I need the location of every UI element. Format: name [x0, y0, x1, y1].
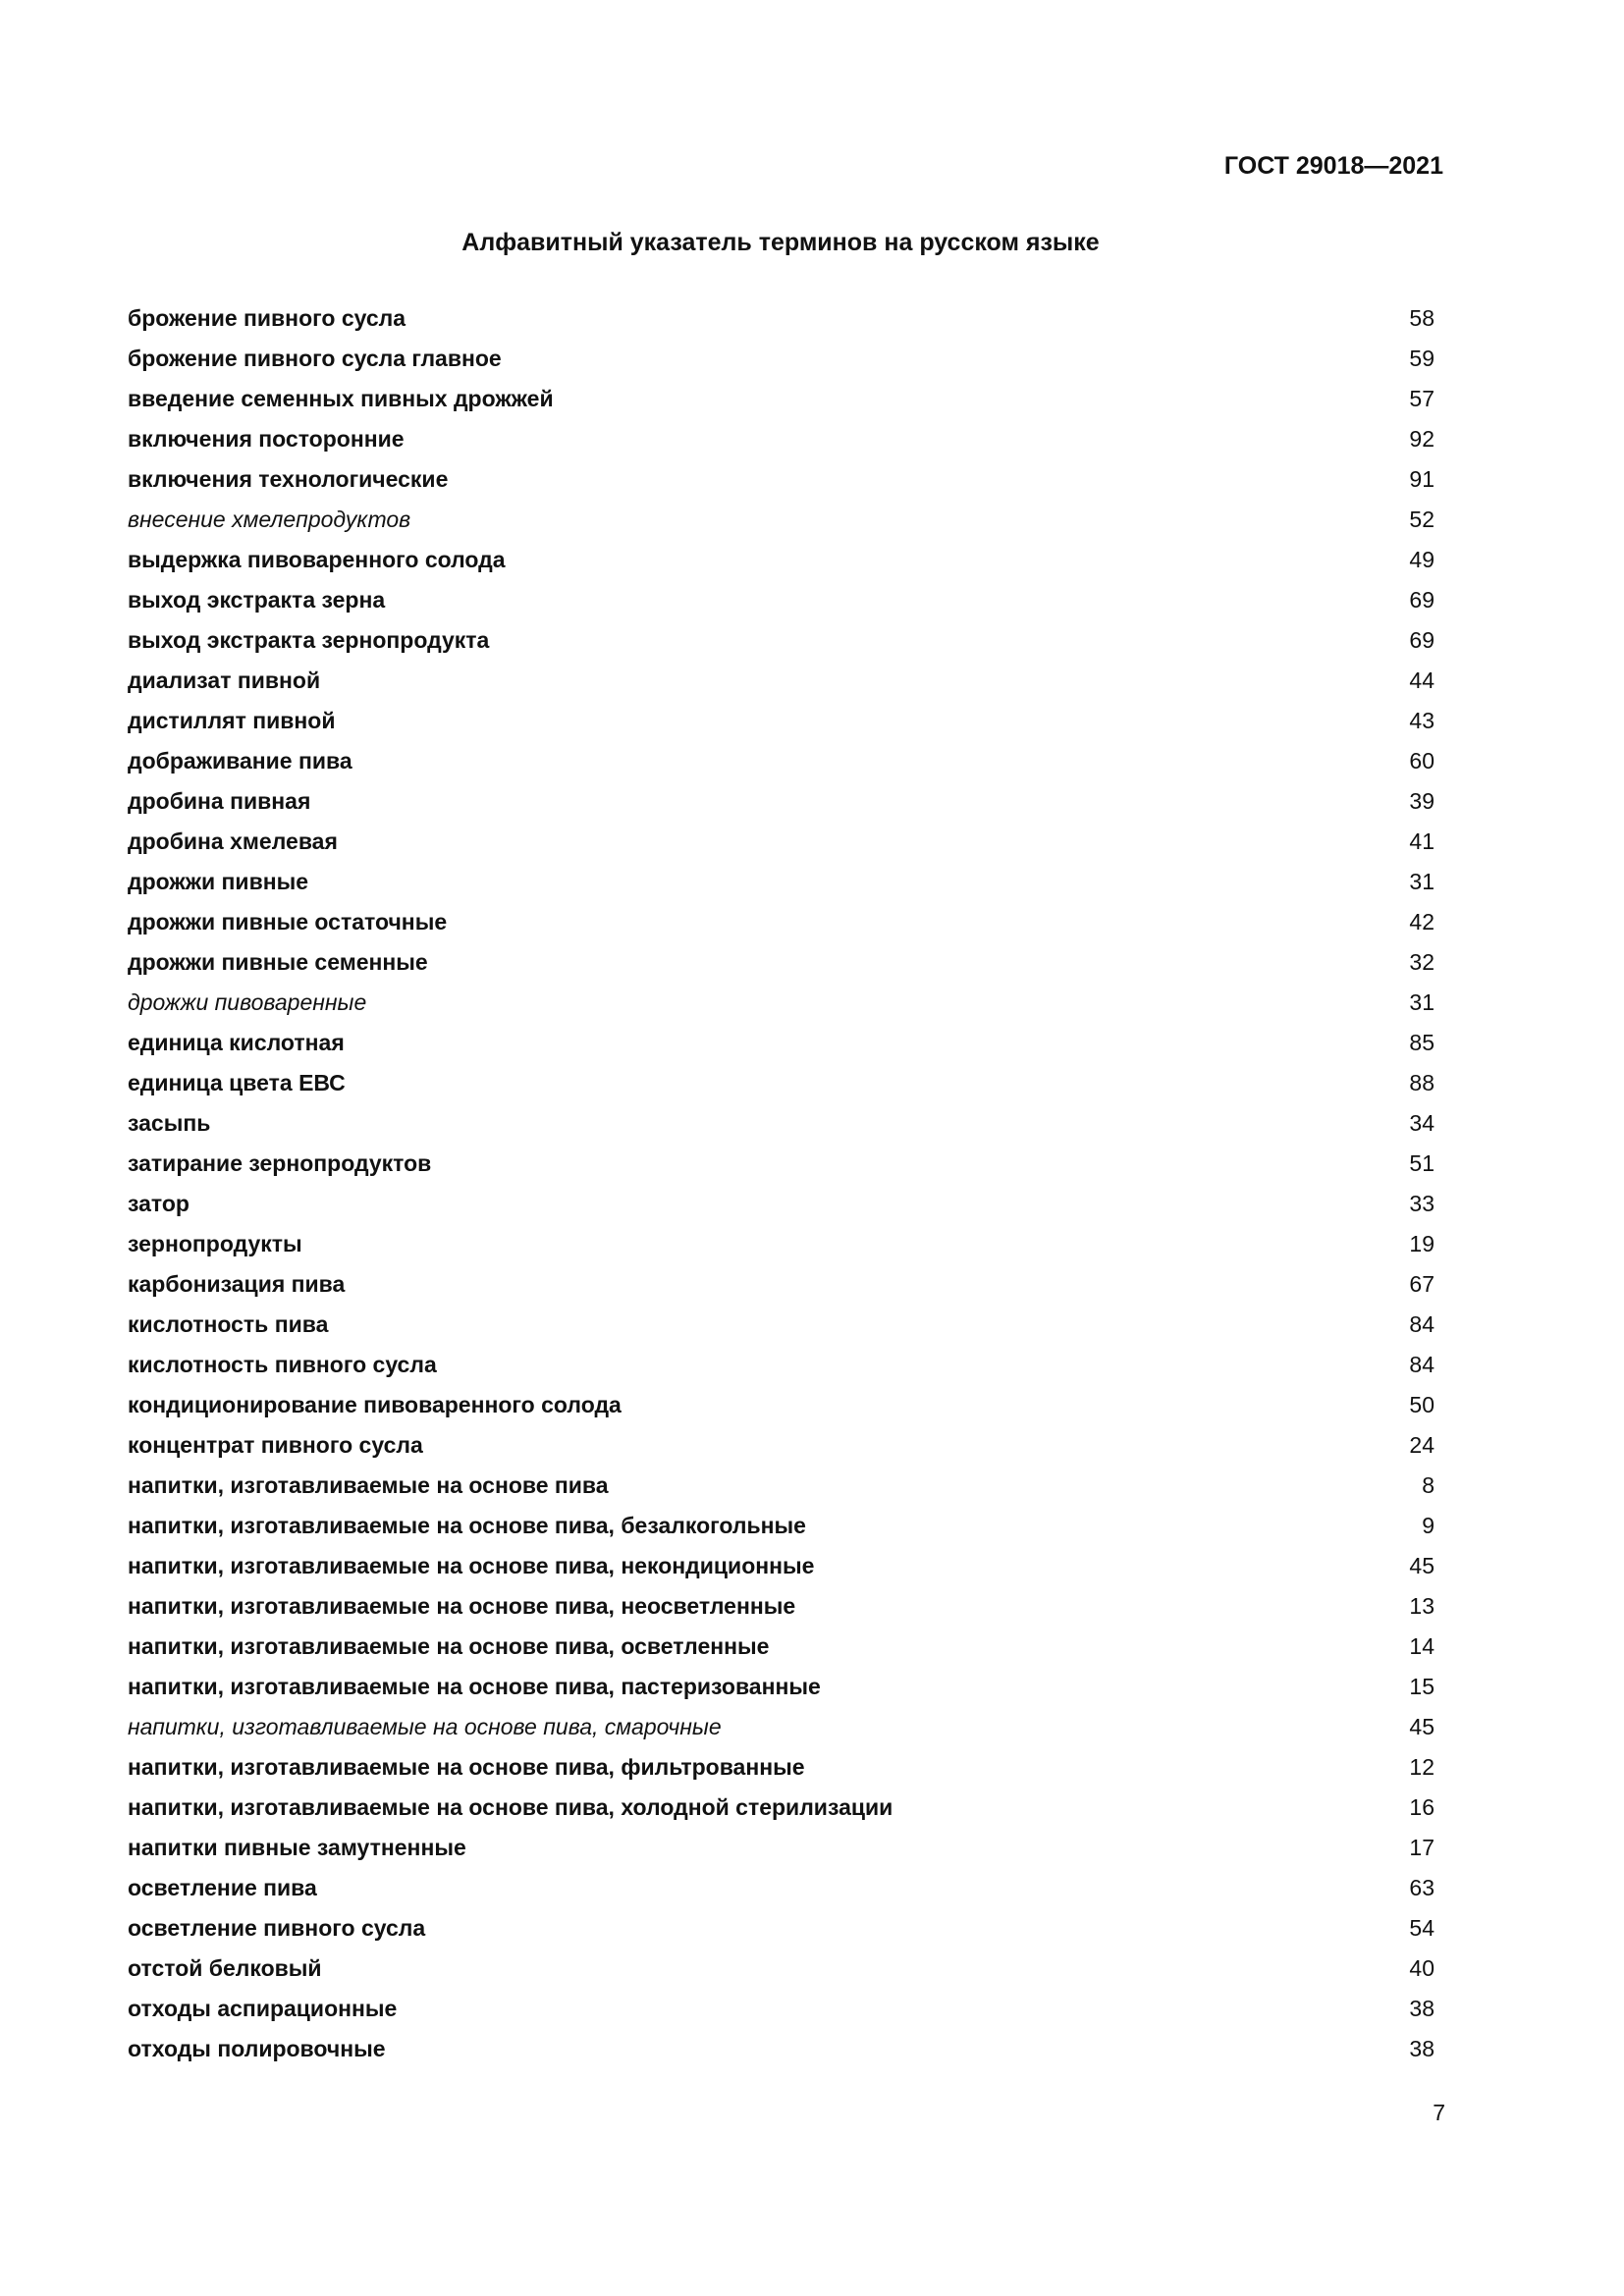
index-title: Алфавитный указатель терминов на русском языке	[461, 229, 1100, 256]
index-entry	[128, 1425, 1435, 1466]
index-entry	[128, 1868, 1435, 1908]
index-entry	[128, 1224, 1435, 1264]
index-term: напитки, изготавливаемые на основе пива, осветленные	[128, 1633, 770, 1659]
index-term: брожение пивного сусла	[128, 305, 406, 331]
index-term-number: 40	[1409, 1955, 1435, 1981]
index-term: напитки, изготавливаемые на основе пива	[128, 1472, 609, 1498]
index-term-number: 19	[1409, 1231, 1435, 1256]
index-term-number: 67	[1409, 1271, 1435, 1297]
index-term: включения посторонние	[128, 426, 405, 452]
index-entry	[128, 1989, 1435, 2029]
index-term: затирание зернопродуктов	[128, 1150, 432, 1176]
index-term-number: 85	[1409, 1030, 1435, 1055]
index-term-number: 84	[1409, 1352, 1435, 1377]
index-term: отстой белковый	[128, 1955, 322, 1981]
index-term-number: 38	[1409, 1996, 1435, 2021]
index-term-number: 33	[1409, 1191, 1435, 1216]
index-term: концентрат пивного сусла	[128, 1432, 423, 1458]
index-entry	[128, 902, 1435, 942]
index-entry	[128, 781, 1435, 822]
index-entry	[128, 298, 1435, 339]
index-term-number: 50	[1409, 1392, 1435, 1417]
index-entry	[128, 1828, 1435, 1868]
index-term: дробина хмелевая	[128, 828, 338, 854]
index-term-number: 17	[1409, 1835, 1435, 1860]
index-term-number: 14	[1409, 1633, 1435, 1659]
index-entry	[128, 1908, 1435, 1949]
index-entry	[128, 1949, 1435, 1989]
index-term: отходы полировочные	[128, 2036, 386, 2061]
index-term: брожение пивного сусла главное	[128, 346, 502, 371]
index-term-number: 88	[1409, 1070, 1435, 1095]
index-term-number: 45	[1409, 1553, 1435, 1578]
index-term-number: 41	[1409, 828, 1435, 854]
index-entry	[128, 419, 1435, 459]
index-term-number: 54	[1409, 1915, 1435, 1941]
index-entry	[128, 1747, 1435, 1788]
index-term: напитки пивные замутненные	[128, 1835, 466, 1860]
index-term: выдержка пивоваренного солода	[128, 547, 506, 572]
index-term-number: 52	[1409, 507, 1435, 532]
index-entry	[128, 1627, 1435, 1667]
index-term: напитки, изготавливаемые на основе пива, безалкогольные	[128, 1513, 806, 1538]
index-term: внесение хмелепродуктов	[128, 507, 411, 532]
index-entry	[128, 862, 1435, 902]
index-term: засыпь	[128, 1110, 211, 1136]
index-term-number: 13	[1409, 1593, 1435, 1619]
index-entry	[128, 580, 1435, 620]
index-term: выход экстракта зерна	[128, 587, 386, 613]
index-term-number: 69	[1409, 587, 1435, 613]
index-term: включения технологические	[128, 466, 449, 492]
index-entry	[128, 942, 1435, 983]
index-term: напитки, изготавливаемые на основе пива, неосветленные	[128, 1593, 796, 1619]
index-entry	[128, 661, 1435, 701]
index-term-number: 31	[1409, 869, 1435, 894]
index-term: дробина пивная	[128, 788, 311, 814]
index-entry	[128, 1707, 1435, 1747]
index-entry	[128, 1586, 1435, 1627]
index-term: дрожжи пивоваренные	[128, 989, 367, 1015]
index-term: дрожжи пивные семенные	[128, 949, 428, 975]
index-term-number: 15	[1409, 1674, 1435, 1699]
index-entry	[128, 1103, 1435, 1144]
index-term-number: 59	[1409, 346, 1435, 371]
index-entry	[128, 822, 1435, 862]
index-term-number: 63	[1409, 1875, 1435, 1900]
index-entry	[128, 1264, 1435, 1305]
index-term-number: 42	[1409, 909, 1435, 934]
index-term: дистиллят пивной	[128, 708, 336, 733]
index-entry	[128, 1788, 1435, 1828]
index-term: дображивание пива	[128, 748, 352, 774]
index-term: затор	[128, 1191, 189, 1216]
index-term: кондиционирование пивоваренного солода	[128, 1392, 622, 1417]
index-entry	[128, 741, 1435, 781]
index-term: напитки, изготавливаемые на основе пива, некондиционные	[128, 1553, 815, 1578]
index-term-number: 8	[1422, 1472, 1435, 1498]
index-term-number: 44	[1409, 667, 1435, 693]
index-term: дрожжи пивные	[128, 869, 309, 894]
term-index-list	[128, 298, 1435, 2069]
index-entry	[128, 1305, 1435, 1345]
index-term: единица кислотная	[128, 1030, 345, 1055]
index-entry	[128, 339, 1435, 379]
index-term-number: 92	[1409, 426, 1435, 452]
index-term-number: 34	[1409, 1110, 1435, 1136]
index-entry	[128, 1023, 1435, 1063]
index-term: кислотность пивного сусла	[128, 1352, 437, 1377]
index-term-number: 60	[1409, 748, 1435, 774]
index-term-number: 38	[1409, 2036, 1435, 2061]
index-entry	[128, 459, 1435, 500]
index-term-number: 31	[1409, 989, 1435, 1015]
index-entry	[128, 379, 1435, 419]
index-entry	[128, 1466, 1435, 1506]
index-entry	[128, 983, 1435, 1023]
index-term-number: 57	[1409, 386, 1435, 411]
index-term: напитки, изготавливаемые на основе пива, холодной стерилизации	[128, 1794, 893, 1820]
index-term-number: 69	[1409, 627, 1435, 653]
index-term: кислотность пива	[128, 1311, 329, 1337]
index-term: напитки, изготавливаемые на основе пива, фильтрованные	[128, 1754, 805, 1780]
index-term: зернопродукты	[128, 1231, 302, 1256]
index-entry	[128, 620, 1435, 661]
index-entry	[128, 1345, 1435, 1385]
index-entry	[128, 1385, 1435, 1425]
index-term-number: 39	[1409, 788, 1435, 814]
index-term: диализат пивной	[128, 667, 321, 693]
index-entry	[128, 500, 1435, 540]
index-term: напитки, изготавливаемые на основе пива, пастеризованные	[128, 1674, 821, 1699]
index-term: единица цвета ЕВС	[128, 1070, 346, 1095]
index-term: выход экстракта зернопродукта	[128, 627, 490, 653]
index-term-number: 51	[1409, 1150, 1435, 1176]
index-entry	[128, 701, 1435, 741]
index-term-number: 16	[1409, 1794, 1435, 1820]
index-term: напитки, изготавливаемые на основе пива, смарочные	[128, 1714, 722, 1739]
index-term-number: 91	[1409, 466, 1435, 492]
index-term-number: 49	[1409, 547, 1435, 572]
index-term-number: 45	[1409, 1714, 1435, 1739]
index-entry	[128, 1184, 1435, 1224]
index-entry	[128, 2029, 1435, 2069]
index-term: осветление пива	[128, 1875, 317, 1900]
index-term-number: 43	[1409, 708, 1435, 733]
index-term-number: 84	[1409, 1311, 1435, 1337]
index-entry	[128, 1546, 1435, 1586]
index-entry	[128, 1667, 1435, 1707]
index-term-number: 24	[1409, 1432, 1435, 1458]
index-entry	[128, 1506, 1435, 1546]
index-entry	[128, 1144, 1435, 1184]
index-term-number: 32	[1409, 949, 1435, 975]
index-term-number: 9	[1422, 1513, 1435, 1538]
index-entry	[128, 1063, 1435, 1103]
index-term: осветление пивного сусла	[128, 1915, 426, 1941]
index-term: карбонизация пива	[128, 1271, 346, 1297]
index-term: введение семенных пивных дрожжей	[128, 386, 554, 411]
index-entry	[128, 540, 1435, 580]
index-term-number: 58	[1409, 305, 1435, 331]
index-term: отходы аспирационные	[128, 1996, 398, 2021]
index-term-number: 12	[1409, 1754, 1435, 1780]
document-code: ГОСТ 29018—2021	[1223, 152, 1443, 180]
page-number: 7	[1433, 2100, 1445, 2125]
index-term: дрожжи пивные остаточные	[128, 909, 448, 934]
